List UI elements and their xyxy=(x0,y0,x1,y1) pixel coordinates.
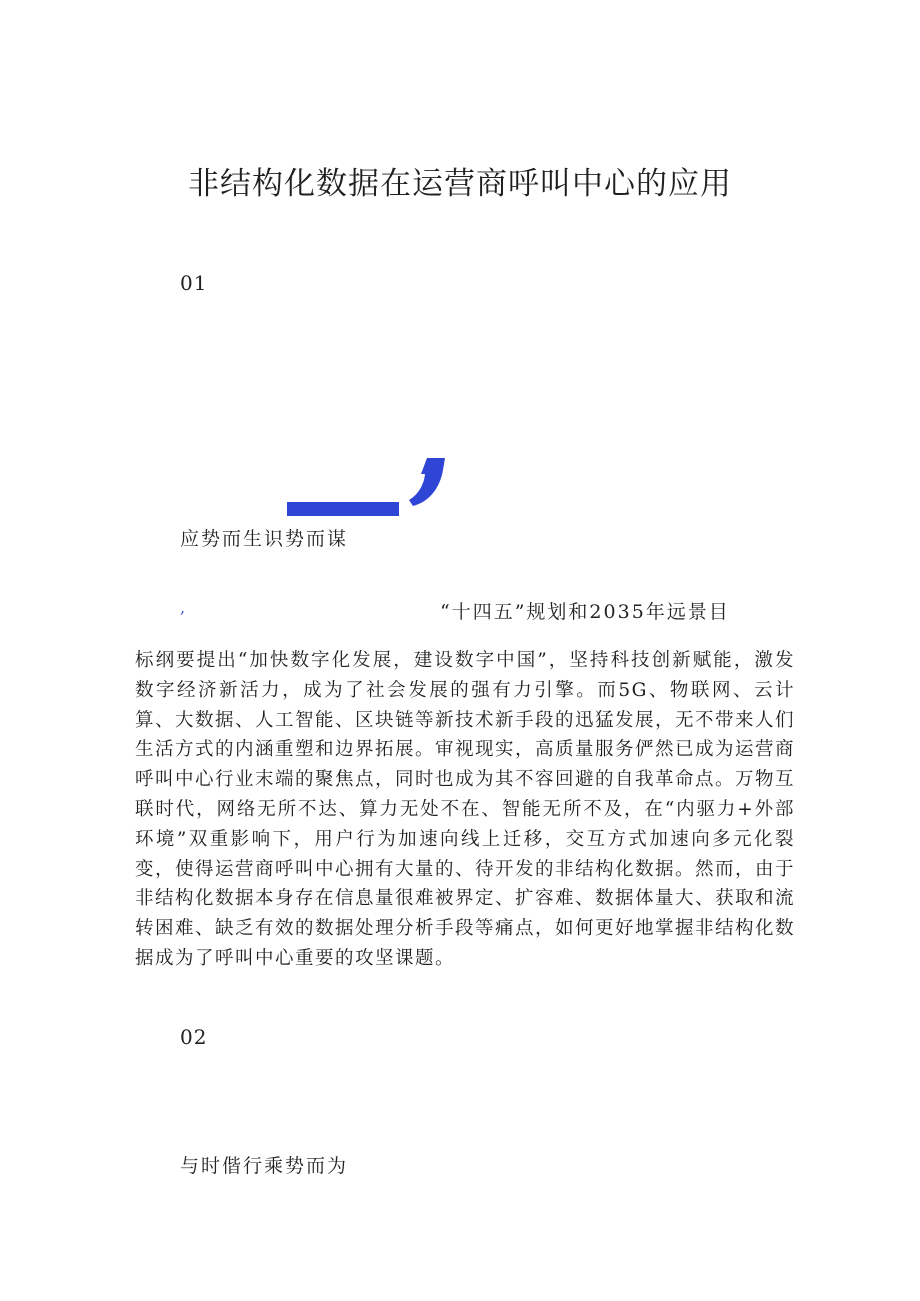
lead-comma: , xyxy=(180,598,186,617)
body-paragraph: 标纲要提出“加快数字化发展，建设数字中国”，坚持科技创新赋能，激发数字经济新活力，成为了社会发展的强有力引擎。而5G、物联网、云计算、大数据、人工智能、区块链等新技术新手段的迅猛发展，无不带来人们生活方式的内涵重塑和边界拓展。审视现实，高质量服务俨然已成为运营商呼叫中心行业末端的聚焦点，同时也成为其不容回避的自我革命点。万物互联时代，网络无所不达、算力无处不在、智能无所不及，在“内驱力+外部环境”双重影响下，用户行为加速向线上迁移，交互方式加速向多元化裂变，使得运营商呼叫中心拥有大量的、待开发的非结构化数据。然而，由于非结构化数据本身存在信息量很难被界定、扩容难、数据体量大、获取和流转困难、缺乏有效的数据处理分析手段等痛点，如何更好地掌握非结构化数据成为了呼叫中心重要的攻坚课题。 xyxy=(135,650,796,969)
quote-comma-icon xyxy=(405,456,447,508)
accent-bar xyxy=(287,502,399,516)
section-number: 01 xyxy=(180,271,208,295)
section-number: 02 xyxy=(180,1025,208,1049)
section-heading: 与时偕行乘势而为 xyxy=(180,1155,349,1177)
lead-text: “十四五”规划和2035年远景目 xyxy=(440,601,730,623)
document-title: 非结构化数据在运营商呼叫中心的应用 xyxy=(188,166,732,202)
section-heading: 应势而生识势而谋 xyxy=(180,528,349,550)
